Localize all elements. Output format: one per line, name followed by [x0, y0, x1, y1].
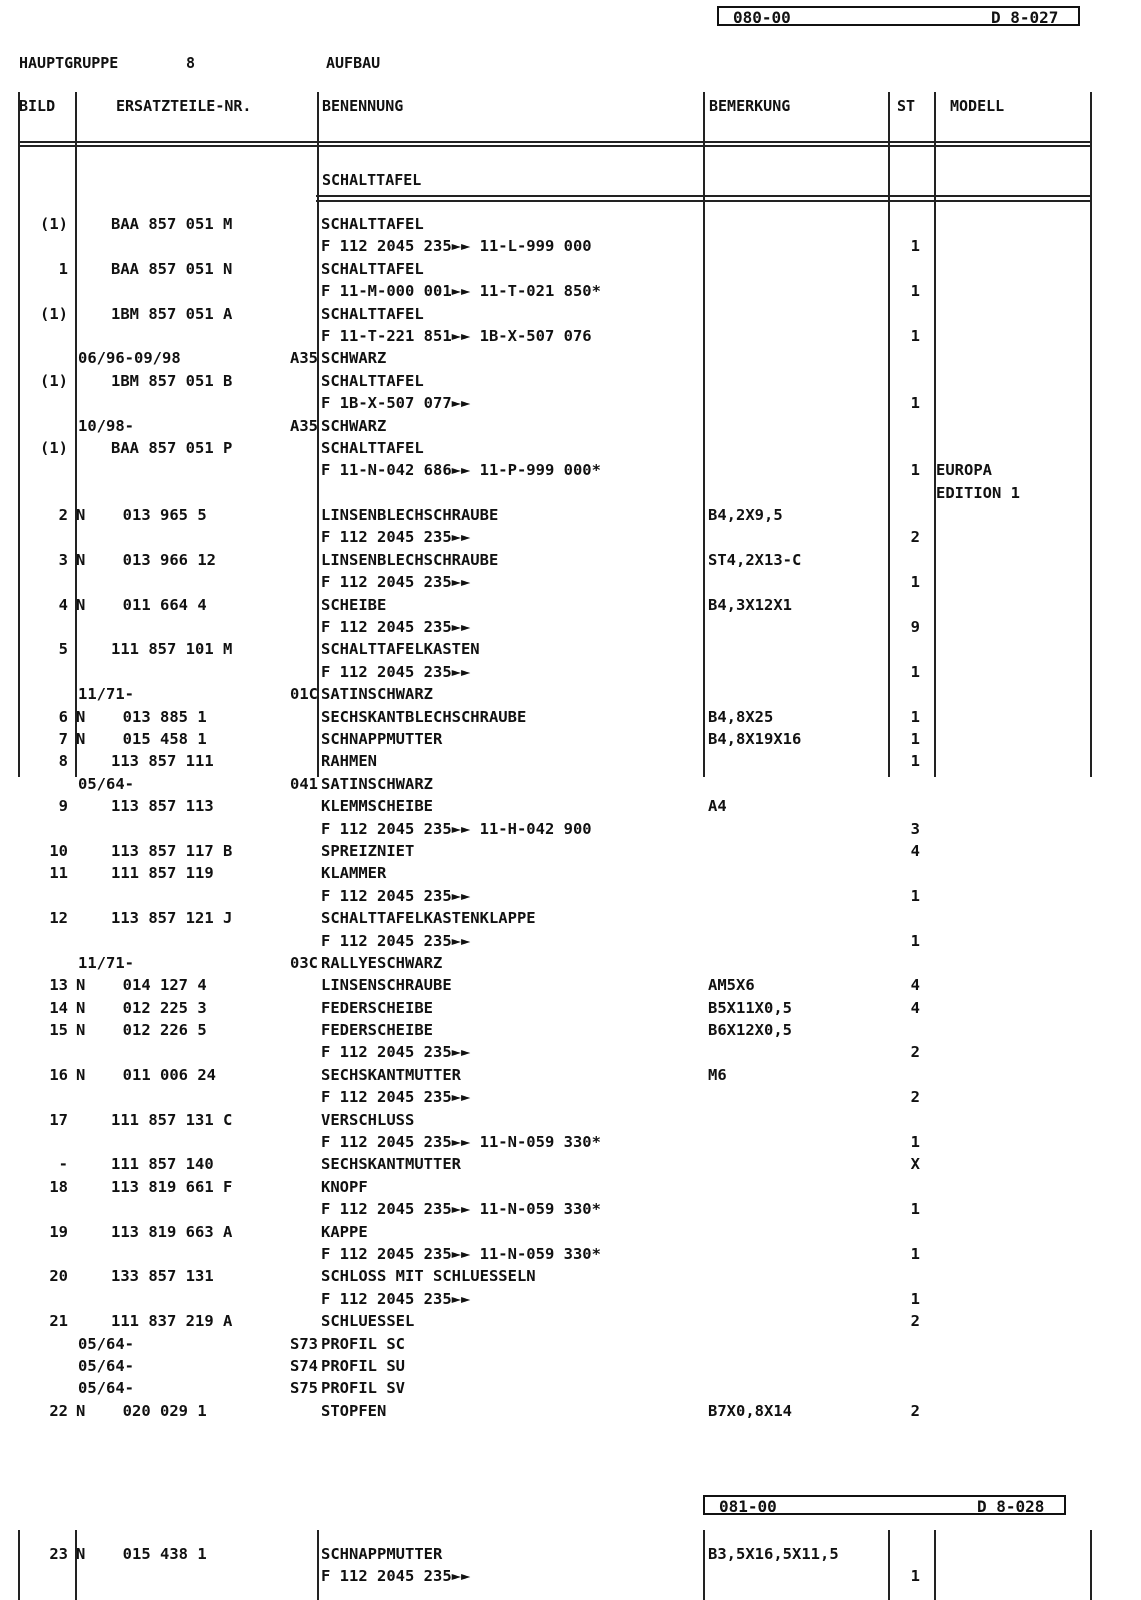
- cell-name: LINSENBLECHSCHRAUBE: [321, 550, 499, 569]
- cell-color-code: 041: [290, 774, 318, 793]
- cell-part-no: N 011 664 4: [76, 595, 207, 614]
- cell-qty: 4: [910, 976, 920, 995]
- cell-name: SCHALTTAFEL: [321, 304, 424, 323]
- cell-bild: 11: [49, 864, 68, 883]
- group-name: AUFBAU: [326, 54, 381, 72]
- cell-name: F 112 2045 235►► 11-H-042 900: [321, 819, 592, 838]
- section-title: SCHALTTAFEL: [322, 171, 422, 189]
- cell-part-no: N 012 226 5: [76, 1021, 207, 1040]
- cell-remark: B7X0,8X14: [708, 1401, 792, 1420]
- cell-part-no: 111 857 119: [111, 864, 214, 883]
- col-head-st: ST: [897, 97, 916, 115]
- cell-part-no: 113 819 661 F: [111, 1177, 233, 1196]
- cell-date-range: 05/64-: [78, 774, 134, 793]
- cell-part-no: 113 819 663 A: [111, 1222, 233, 1241]
- cell-qty: X: [910, 1155, 920, 1174]
- parts-table-next-page: [18, 1543, 1098, 1588]
- cell-name: LINSENSCHRAUBE: [321, 976, 452, 995]
- cell-name: SCHLOSS MIT SCHLUESSELN: [321, 1267, 536, 1286]
- cell-name: F 11-M-000 001►► 11-T-021 850*: [321, 282, 601, 301]
- cell-bild: 20: [49, 1267, 68, 1286]
- cell-name: F 112 2045 235►►: [321, 618, 471, 637]
- cell-part-no: N 020 029 1: [76, 1401, 207, 1420]
- cell-bild: 1: [58, 259, 68, 278]
- cell-name: F 112 2045 235►►: [321, 886, 471, 905]
- cell-bild: -: [58, 1155, 68, 1174]
- cell-part-no: N 013 885 1: [76, 707, 207, 726]
- cell-name: SCHLUESSEL: [321, 1312, 415, 1331]
- cell-name: KAPPE: [321, 1222, 368, 1241]
- cell-name: SCHALTTAFEL: [321, 215, 424, 233]
- cell-qty: 1: [910, 931, 920, 950]
- table-row: [18, 325, 1098, 347]
- cell-bild: 10: [49, 841, 68, 860]
- table-row: [18, 370, 1098, 392]
- cell-model: EUROPA: [936, 461, 992, 480]
- cell-remark: AM5X6: [708, 976, 755, 995]
- cell-qty: 2: [910, 528, 920, 547]
- cell-name: F 112 2045 235►►: [321, 931, 471, 950]
- cell-remark: B4,3X12X1: [708, 595, 792, 614]
- cell-remark: ST4,2X13-C: [708, 550, 802, 569]
- table-row: [18, 1400, 1098, 1422]
- table-row: [18, 571, 1098, 593]
- cell-qty: 1: [910, 1567, 920, 1586]
- table-row: [18, 661, 1098, 683]
- table-row: [18, 258, 1098, 280]
- cell-name: KNOPF: [321, 1177, 368, 1196]
- table-row: [18, 683, 1098, 705]
- cell-name: SPREIZNIET: [321, 841, 415, 860]
- cell-bild: 15: [49, 1021, 68, 1040]
- cell-part-no: 113 857 121 J: [111, 909, 233, 928]
- cell-bild: 14: [49, 998, 68, 1017]
- cell-bild: 3: [58, 550, 68, 569]
- table-row: [18, 1198, 1098, 1220]
- cell-name: SCHALTTAFEL: [321, 438, 424, 457]
- table-row: [18, 952, 1098, 974]
- table-row: [18, 1565, 1098, 1587]
- table-row: [18, 1355, 1098, 1377]
- cell-name: RALLYESCHWARZ: [321, 953, 443, 972]
- cell-name: SATINSCHWARZ: [321, 774, 433, 793]
- cell-remark: B4,2X9,5: [708, 506, 783, 525]
- table-row: [18, 1019, 1098, 1041]
- cell-name: FEDERSCHEIBE: [321, 998, 433, 1017]
- cell-name: RAHMEN: [321, 752, 377, 771]
- cell-name: F 112 2045 235►►: [321, 1043, 471, 1062]
- cell-bild: 2: [58, 506, 68, 525]
- cell-bild: 22: [49, 1401, 68, 1420]
- cell-bild: 19: [49, 1222, 68, 1241]
- cell-bild: 5: [58, 640, 68, 659]
- cell-color-code: S75: [290, 1379, 318, 1398]
- cell-part-no: N 014 127 4: [76, 976, 207, 995]
- table-row: [18, 1153, 1098, 1175]
- cell-date-range: 05/64-: [78, 1334, 134, 1353]
- table-row: [18, 885, 1098, 907]
- cell-bild: (1): [40, 371, 68, 390]
- cell-part-no: 1BM 857 051 A: [111, 304, 233, 323]
- table-row: [18, 1288, 1098, 1310]
- cell-bild: 23: [49, 1545, 68, 1563]
- cell-bild: 7: [58, 729, 68, 748]
- cell-qty: 1: [910, 394, 920, 413]
- cell-name: SCHALTTAFEL: [321, 371, 424, 390]
- cell-name: SCHWARZ: [321, 416, 387, 435]
- cell-name: F 112 2045 235►► 11-L-999 000: [321, 237, 592, 256]
- table-row: [18, 1543, 1098, 1565]
- cell-part-no: N 012 225 3: [76, 998, 207, 1017]
- cell-qty: 1: [910, 1289, 920, 1308]
- cell-color-code: A35: [290, 349, 318, 368]
- col-head-part-no: ERSATZTEILE-NR.: [116, 97, 252, 115]
- cell-name: FEDERSCHEIBE: [321, 1021, 433, 1040]
- table-row: [18, 549, 1098, 571]
- header-rule: [18, 141, 1090, 143]
- table-row: [18, 1086, 1098, 1108]
- cell-part-no: BAA 857 051 M: [111, 215, 233, 233]
- cell-date-range: 11/71-: [78, 685, 134, 704]
- cell-bild: 21: [49, 1312, 68, 1331]
- cell-name: SCHALTTAFELKASTENKLAPPE: [321, 909, 536, 928]
- cell-qty: 2: [910, 1088, 920, 1107]
- parts-table: [18, 213, 1098, 1422]
- table-row: [18, 930, 1098, 952]
- table-row: [18, 1310, 1098, 1332]
- cell-name: SCHNAPPMUTTER: [321, 729, 443, 748]
- col-head-name: BENENNUNG: [322, 97, 404, 115]
- cell-qty: 1: [910, 1200, 920, 1219]
- cell-name: F 11-N-042 686►► 11-P-999 000*: [321, 461, 601, 480]
- cell-qty: 4: [910, 841, 920, 860]
- cell-name: SCHALTTAFELKASTEN: [321, 640, 480, 659]
- cell-qty: 9: [910, 618, 920, 637]
- cell-bild: 12: [49, 909, 68, 928]
- cell-qty: 1: [910, 1244, 920, 1263]
- cell-date-range: 10/98-: [78, 416, 134, 435]
- table-row: [18, 594, 1098, 616]
- cell-part-no: N 013 966 12: [76, 550, 216, 569]
- cell-color-code: 01C: [290, 685, 318, 704]
- cell-name: SECHSKANTMUTTER: [321, 1065, 461, 1084]
- table-row: [18, 638, 1098, 660]
- group-label: HAUPTGRUPPE: [19, 54, 119, 72]
- cell-date-range: 11/71-: [78, 953, 134, 972]
- cell-model: EDITION 1: [936, 483, 1020, 502]
- cell-bild: (1): [40, 438, 68, 457]
- cell-part-no: 111 857 131 C: [111, 1110, 233, 1129]
- cell-part-no: 111 837 219 A: [111, 1312, 233, 1331]
- cell-remark: B4,8X25: [708, 707, 774, 726]
- cell-name: VERSCHLUSS: [321, 1110, 415, 1129]
- table-row: [18, 504, 1098, 526]
- table-row: [18, 616, 1098, 638]
- cell-qty: 1: [910, 461, 920, 480]
- cell-name: SCHNAPPMUTTER: [321, 1545, 443, 1563]
- table-row: [18, 213, 1098, 235]
- cell-part-no: N 015 458 1: [76, 729, 207, 748]
- cell-qty: 1: [910, 707, 920, 726]
- table-row: [18, 437, 1098, 459]
- cell-name: PROFIL SV: [321, 1379, 405, 1398]
- cell-bild: 9: [58, 797, 68, 816]
- cell-name: SCHWARZ: [321, 349, 387, 368]
- cell-remark: B4,8X19X16: [708, 729, 802, 748]
- cell-part-no: N 015 438 1: [76, 1545, 207, 1563]
- table-row: [18, 862, 1098, 884]
- table-row: [18, 750, 1098, 772]
- cell-qty: 1: [910, 729, 920, 748]
- cell-name: KLAMMER: [321, 864, 387, 883]
- cell-part-no: BAA 857 051 N: [111, 259, 233, 278]
- cell-date-range: 06/96-09/98: [78, 349, 181, 368]
- header-rule-2: [18, 145, 1090, 147]
- cell-bild: (1): [40, 215, 68, 233]
- table-row: [18, 1333, 1098, 1355]
- cell-part-no: N 011 006 24: [76, 1065, 216, 1084]
- table-row: [18, 459, 1098, 481]
- cell-name: SECHSKANTBLECHSCHRAUBE: [321, 707, 527, 726]
- cell-part-no: 111 857 101 M: [111, 640, 233, 659]
- table-row: [18, 482, 1098, 504]
- cell-bild: 8: [58, 752, 68, 771]
- cell-qty: 3: [910, 819, 920, 838]
- cell-bild: 6: [58, 707, 68, 726]
- cell-remark: B6X12X0,5: [708, 1021, 792, 1040]
- cell-name: PROFIL SU: [321, 1356, 405, 1375]
- cell-name: SATINSCHWARZ: [321, 685, 433, 704]
- cell-name: F 112 2045 235►►: [321, 1289, 471, 1308]
- cell-bild: 17: [49, 1110, 68, 1129]
- cell-qty: 1: [910, 662, 920, 681]
- cell-name: F 112 2045 235►►: [321, 573, 471, 592]
- cell-color-code: S73: [290, 1334, 318, 1353]
- cell-name: STOPFEN: [321, 1401, 387, 1420]
- cell-qty: 1: [910, 282, 920, 301]
- cell-qty: 2: [910, 1043, 920, 1062]
- cell-part-no: 111 857 140: [111, 1155, 214, 1174]
- col-head-remark: BEMERKUNG: [709, 97, 791, 115]
- table-row: [18, 1176, 1098, 1198]
- cell-name: LINSENBLECHSCHRAUBE: [321, 506, 499, 525]
- page-code-top-left: 080-00: [733, 8, 791, 27]
- table-row: [18, 773, 1098, 795]
- cell-remark: A4: [708, 797, 727, 816]
- table-row: [18, 415, 1098, 437]
- cell-qty: 1: [910, 886, 920, 905]
- table-row: [18, 235, 1098, 257]
- table-row: [18, 280, 1098, 302]
- cell-name: F 112 2045 235►►: [321, 662, 471, 681]
- cell-name: F 112 2045 235►►: [321, 1567, 471, 1586]
- col-head-bild: BILD: [19, 97, 56, 115]
- cell-part-no: 113 857 117 B: [111, 841, 233, 860]
- table-row: [18, 795, 1098, 817]
- cell-part-no: 113 857 111: [111, 752, 214, 771]
- cell-part-no: 113 857 113: [111, 797, 214, 816]
- cell-name: SCHEIBE: [321, 595, 387, 614]
- cell-name: F 112 2045 235►► 11-N-059 330*: [321, 1244, 601, 1263]
- table-row: [18, 907, 1098, 929]
- table-row: [18, 706, 1098, 728]
- cell-part-no: 133 857 131: [111, 1267, 214, 1286]
- cell-qty: 1: [910, 237, 920, 256]
- cell-qty: 4: [910, 998, 920, 1017]
- page-code-top-right: D 8-027: [991, 8, 1059, 27]
- cell-name: PROFIL SC: [321, 1334, 405, 1353]
- col-head-model: MODELL: [950, 97, 1005, 115]
- page-code-top: [717, 6, 1080, 26]
- table-row: [18, 1221, 1098, 1243]
- table-row: [18, 392, 1098, 414]
- cell-name: F 112 2045 235►►: [321, 1088, 471, 1107]
- cell-part-no: BAA 857 051 P: [111, 438, 233, 457]
- table-row: [18, 1243, 1098, 1265]
- cell-name: F 112 2045 235►► 11-N-059 330*: [321, 1200, 601, 1219]
- cell-name: F 1B-X-507 077►►: [321, 394, 471, 413]
- cell-name: SCHALTTAFEL: [321, 259, 424, 278]
- cell-qty: 1: [910, 752, 920, 771]
- cell-name: SECHSKANTMUTTER: [321, 1155, 461, 1174]
- cell-qty: 1: [910, 573, 920, 592]
- cell-remark: B5X11X0,5: [708, 998, 792, 1017]
- page-code-bottom: [703, 1495, 1066, 1515]
- cell-name: F 112 2045 235►► 11-N-059 330*: [321, 1133, 601, 1152]
- cell-qty: 1: [910, 1133, 920, 1152]
- cell-bild: 18: [49, 1177, 68, 1196]
- table-row: [18, 974, 1098, 996]
- cell-color-code: S74: [290, 1356, 318, 1375]
- cell-bild: 4: [58, 595, 68, 614]
- cell-remark: M6: [708, 1065, 727, 1084]
- table-row: [18, 1064, 1098, 1086]
- page-code-bottom-left: 081-00: [719, 1497, 777, 1516]
- cell-name: F 112 2045 235►►: [321, 528, 471, 547]
- cell-bild: 13: [49, 976, 68, 995]
- cell-name: KLEMMSCHEIBE: [321, 797, 433, 816]
- table-row: [18, 526, 1098, 548]
- cell-remark: B3,5X16,5X11,5: [708, 1545, 839, 1563]
- table-row: [18, 840, 1098, 862]
- cell-part-no: 1BM 857 051 B: [111, 371, 233, 390]
- table-row: [18, 1131, 1098, 1153]
- table-row: [18, 347, 1098, 369]
- table-row: [18, 303, 1098, 325]
- table-row: [18, 1109, 1098, 1131]
- page-code-bottom-right: D 8-028: [977, 1497, 1045, 1516]
- cell-bild: 16: [49, 1065, 68, 1084]
- cell-qty: 2: [910, 1401, 920, 1420]
- cell-color-code: 03C: [290, 953, 318, 972]
- table-row: [18, 1265, 1098, 1287]
- table-row: [18, 1377, 1098, 1399]
- table-row: [18, 728, 1098, 750]
- cell-part-no: N 013 965 5: [76, 506, 207, 525]
- cell-color-code: A35: [290, 416, 318, 435]
- cell-date-range: 05/64-: [78, 1379, 134, 1398]
- table-row: [18, 1041, 1098, 1063]
- cell-qty: 1: [910, 326, 920, 345]
- table-row: [18, 997, 1098, 1019]
- cell-qty: 2: [910, 1312, 920, 1331]
- group-number: 8: [186, 54, 196, 72]
- cell-bild: (1): [40, 304, 68, 323]
- cell-name: F 11-T-221 851►► 1B-X-507 076: [321, 326, 592, 345]
- cell-date-range: 05/64-: [78, 1356, 134, 1375]
- table-row: [18, 818, 1098, 840]
